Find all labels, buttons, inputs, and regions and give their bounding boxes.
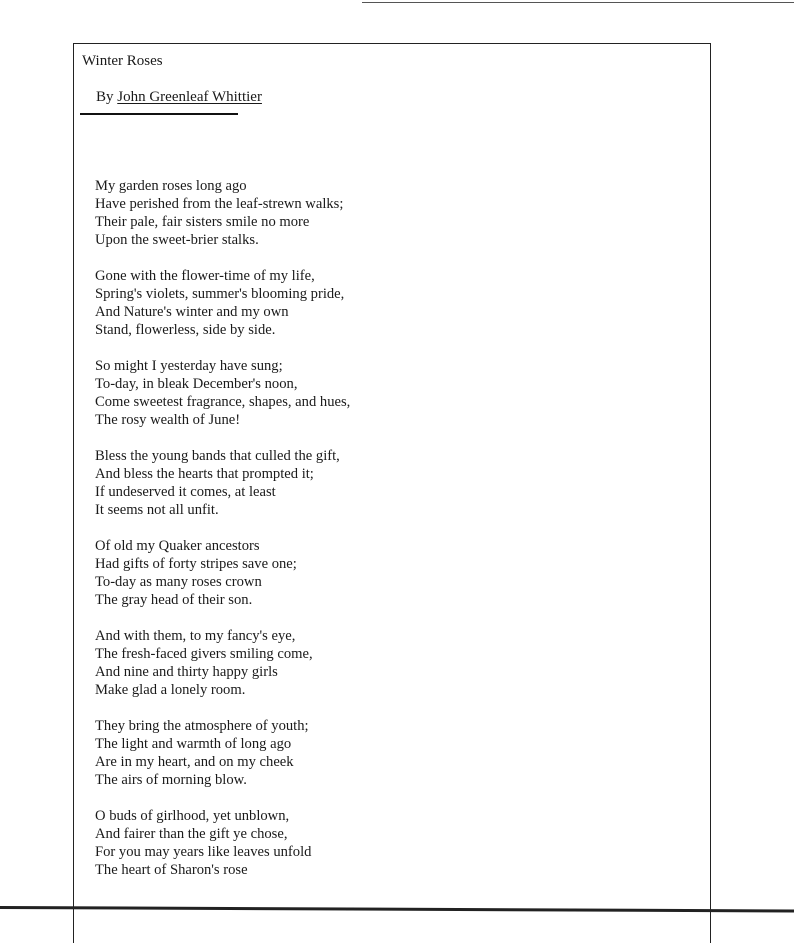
stanza (95, 447, 415, 519)
poem-line: Of old my Quaker ancestors (95, 538, 260, 554)
stanza (95, 627, 415, 699)
poem-line: Bless the young bands that culled the gift, (95, 448, 340, 464)
poem-line: Their pale, fair sisters smile no more (95, 214, 310, 230)
scan-edge-top (362, 2, 794, 3)
poem-line: The heart of Sharon's rose (95, 862, 248, 878)
poem-line: The gray head of their son. (95, 592, 253, 608)
poem-line: Gone with the flower-time of my life, (95, 268, 315, 284)
poem-line: Have perished from the leaf-strewn walks; (95, 196, 344, 212)
stanza (95, 807, 415, 879)
poem-line: And with them, to my fancy's eye, (95, 628, 296, 644)
stanza (95, 717, 415, 789)
poem-line: My garden roses long ago (95, 178, 247, 194)
poem-line: The fresh-faced givers smiling come, (95, 646, 313, 662)
poem-line: So might I yesterday have sung; (95, 358, 283, 374)
stanza (95, 537, 415, 609)
poem-line: Make glad a lonely room. (95, 682, 246, 698)
poem-line: And Nature's winter and my own (95, 304, 289, 320)
poem-line: And bless the hearts that prompted it; (95, 466, 314, 482)
poem-line: Spring's violets, summer's blooming pride, (95, 286, 345, 302)
poem-line: The light and warmth of long ago (95, 736, 292, 752)
byline (96, 88, 262, 106)
poem-line: O buds of girlhood, yet unblown, (95, 808, 290, 824)
poem-line: The rosy wealth of June! (95, 412, 241, 428)
poem-line: They bring the atmosphere of youth; (95, 718, 309, 734)
poem-line: Stand, flowerless, side by side. (95, 322, 276, 338)
poem-line: If undeserved it comes, at least (95, 484, 276, 500)
poem-line: Come sweetest fragrance, shapes, and hues, (95, 394, 351, 410)
title-rule (80, 113, 238, 115)
stanza (95, 267, 415, 339)
poem-line: For you may years like leaves unfold (95, 844, 312, 860)
author-name: John Greenleaf Whittier (117, 89, 262, 105)
stanza (95, 357, 415, 429)
poem-line: To-day, in bleak December's noon, (95, 376, 298, 392)
poem-line: To-day as many roses crown (95, 574, 262, 590)
poem-line: Are in my heart, and on my cheek (95, 754, 294, 770)
document-title: Winter Roses (82, 53, 163, 69)
poem-line: And nine and thirty happy girls (95, 664, 278, 680)
poem-line: The airs of morning blow. (95, 772, 247, 788)
poem-line: It seems not all unfit. (95, 502, 219, 518)
stanza (95, 177, 415, 249)
poem-line: Had gifts of forty stripes save one; (95, 556, 297, 572)
byline-prefix: By (96, 89, 114, 105)
poem-body (95, 177, 415, 897)
poem-line: And fairer than the gift ye chose, (95, 826, 288, 842)
poem-line: Upon the sweet-brier stalks. (95, 232, 259, 248)
